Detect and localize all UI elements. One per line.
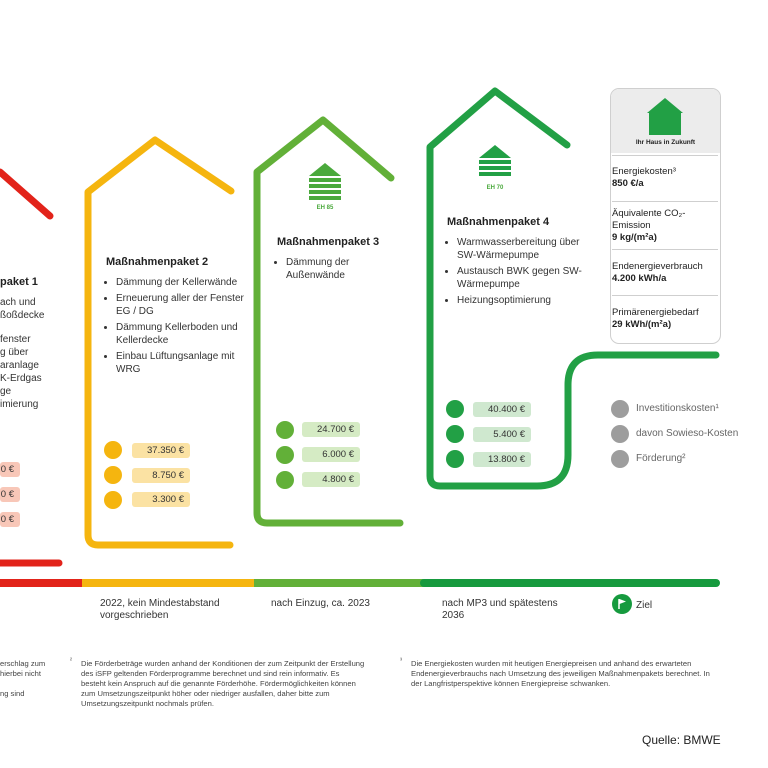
legend-investment: Investitionskosten¹	[636, 403, 719, 414]
package-1-sowieso: 0 €	[0, 487, 20, 502]
hand-coin-icon	[611, 450, 629, 468]
future-house-header	[611, 89, 720, 153]
package-3-sowieso: 6.000 €	[302, 447, 360, 462]
future-row-label: Primärenergiebedarf	[612, 307, 699, 318]
timeline-label-1: 2022, kein Mindestabstand vorgeschrieben	[100, 598, 220, 621]
future-row-label: Äquivalente CO₂-Emission	[612, 208, 686, 231]
coins-icon	[276, 421, 294, 439]
coins-icon	[104, 441, 122, 459]
package-1-item: aranlage	[0, 360, 39, 371]
source-credit: Quelle: BMWE	[642, 733, 721, 747]
package-1-item: K-Erdgas	[0, 373, 42, 384]
future-row-co2	[612, 201, 718, 254]
future-house-icon	[611, 93, 720, 143]
package-2-title: Maßnahmenpaket 2	[106, 256, 209, 268]
timeline-label-3: nach MP3 und spätestens 2036	[442, 598, 558, 621]
legend-sowieso: davon Sowieso-Kosten	[636, 428, 739, 439]
coins-icon	[446, 400, 464, 418]
package-1-item: ge	[0, 386, 12, 397]
hand-coin-icon	[276, 471, 294, 489]
future-row-value: 9 kg/(m²a)	[612, 232, 657, 243]
footnote-1-fragment: erschlag zum hierbei nicht ng sind	[0, 659, 46, 698]
eh85-house-icon	[309, 163, 341, 200]
package-4-investment: 40.400 €	[473, 402, 531, 417]
package-4-sowieso: 5.400 €	[473, 427, 531, 442]
package-1-item: g über	[0, 347, 29, 358]
hand-coin-icon	[446, 450, 464, 468]
package-1-house-outline	[0, 172, 50, 216]
future-row-primary-energy	[612, 295, 718, 351]
eh85-label: EH 85	[316, 205, 334, 211]
wrench-icon	[276, 446, 294, 464]
package-3-title: Maßnahmenpaket 3	[277, 236, 380, 248]
package-4-funding: 13.800 €	[473, 452, 531, 467]
coins-icon	[611, 400, 629, 418]
flag-icon	[612, 594, 632, 614]
future-row-label: Endenergieverbrauch	[612, 261, 703, 272]
package-1-title: paket 1	[0, 276, 38, 288]
timeline-label-2: nach Einzug, ca. 2023	[271, 598, 370, 609]
eh70-label: EH 70	[486, 185, 504, 191]
package-1-items	[0, 296, 44, 411]
package-1-item: fenster	[0, 334, 31, 345]
future-house-title: Ihr Haus in Zukunft	[635, 139, 696, 146]
legend-funding: Förderung²	[636, 453, 686, 464]
package-4-item: • Warmwasserbereitung über SW-Wärmepumpe	[457, 236, 582, 262]
hand-coin-icon	[104, 491, 122, 509]
package-2-item: • Dämmung Kellerboden und Kellerdecke	[116, 321, 246, 347]
package-3-item: • Dämmung der Außenwände	[286, 256, 396, 282]
package-4-item: • Heizungsoptimierung	[457, 294, 582, 307]
wrench-icon	[104, 466, 122, 484]
future-row-value: 850 €/a	[612, 178, 644, 189]
package-3-investment: 24.700 €	[302, 422, 360, 437]
package-2-item: • Einbau Lüftungsanlage mit WRG	[116, 350, 246, 376]
package-1-investment: 0 €	[0, 462, 20, 477]
package-3-funding: 4.800 €	[302, 472, 360, 487]
package-2-item: • Erneuerung aller der Fenster EG / DG	[116, 292, 246, 318]
timeline-goal: Ziel	[636, 600, 653, 611]
footnote-3-marker: ³	[400, 658, 402, 664]
package-3-items	[272, 256, 396, 285]
footnote-3: Die Energiekosten wurden mit heutigen Energiepreisen und anhand des erwarteten Endenergieverbrauchs nach Umsetzung des jeweiligen Maßnahmenpakets berechnet. In der Langfristperspektive können Energiepreise schwanken.	[411, 659, 710, 688]
package-2-item: • Dämmung der Kellerwände	[116, 276, 246, 289]
package-1-funding: 0 €	[0, 512, 20, 527]
eh70-house-icon	[479, 145, 511, 176]
wrench-icon	[611, 425, 629, 443]
package-4-item: • Austausch BWK gegen SW-Wärmepumpe	[457, 265, 582, 291]
package-2-funding: 3.300 €	[132, 492, 190, 507]
wrench-icon	[446, 425, 464, 443]
package-2-investment: 37.350 €	[132, 443, 190, 458]
package-4-title: Maßnahmenpaket 4	[447, 216, 550, 228]
future-row-value: 29 kWh/(m²a)	[612, 319, 672, 330]
future-row-value: 4.200 kWh/a	[612, 273, 667, 284]
package-4-items	[443, 236, 582, 310]
package-1-item: ach und	[0, 297, 36, 308]
footnote-2-marker: ²	[70, 658, 72, 664]
package-1-item: ßoßdecke	[0, 310, 45, 321]
footnote-2: Die Förderbeträge wurden anhand der Konditionen der zum Zeitpunkt der Erstellung des iSFP geltenden Förderprogramme berechnet und sind rein informativ. Es besteht kein Anspruch auf die genannte Förderhöhe. Fördermöglichkeiten können zum Umsetzungszeitpunkt höher oder niedriger ausfallen, daher bitte zum Umsetzungszeitpunkt nochmals prüfen.	[81, 659, 365, 708]
package-2-items	[102, 276, 246, 379]
package-1-item: imierung	[0, 399, 39, 410]
package-2-sowieso: 8.750 €	[132, 468, 190, 483]
future-row-label: Energiekosten³	[612, 166, 676, 177]
